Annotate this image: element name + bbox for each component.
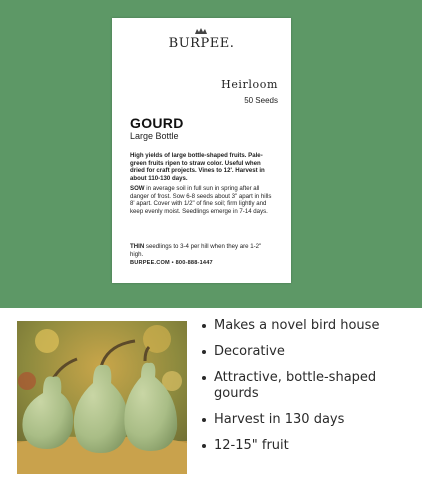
feature-list <box>200 318 415 464</box>
seed-count: 50 Seeds <box>244 96 278 105</box>
feature-text: Decorative <box>214 344 285 359</box>
thin-text: seedlings to 3-4 per hill when they are 1-2" high. <box>130 243 262 258</box>
feature-item <box>200 412 415 428</box>
product-description: High yields of large bottle-shaped fruits. Pale-green fruits ripen to straw color. Useful when dried for craft projects. Vines to 12'. Harvest in about 110-130 days. <box>130 152 265 182</box>
gourd-photo <box>17 321 187 474</box>
thin-label: THIN <box>130 243 145 250</box>
thin-instructions <box>130 243 276 258</box>
feature-item <box>200 370 415 402</box>
feature-text: Makes a novel bird house <box>214 318 380 333</box>
feature-item <box>200 438 415 454</box>
sow-label: SOW <box>130 185 145 192</box>
feature-item <box>200 344 415 360</box>
sow-text: in average soil in full sun in spring after all danger of frost. Sow 6-8 seeds about 3" apart in hills 8' apart. Cover with 1/2" of fine soil; firm lightly and keep evenly moist. Seedlings emerge in 7-14 days. <box>130 185 272 215</box>
packet-footer: BURPEE.COM • 800-888-1447 <box>130 260 213 266</box>
feature-text: 12-15" fruit <box>214 438 289 453</box>
bullet-icon <box>202 324 206 328</box>
brand-logo: BURPEE. <box>168 36 235 51</box>
feature-item <box>200 318 415 334</box>
bullet-icon <box>202 350 206 354</box>
brand-crest-icon <box>194 27 208 35</box>
bullet-icon <box>202 376 206 380</box>
feature-text: Attractive, bottle-shaped gourds <box>214 370 377 401</box>
product-subtitle: Large Bottle <box>130 131 179 141</box>
product-title: GOURD <box>130 115 184 131</box>
heirloom-label: Heirloom <box>221 78 278 91</box>
feature-text: Harvest in 130 days <box>214 412 345 427</box>
bullet-icon <box>202 444 206 448</box>
bullet-icon <box>202 418 206 422</box>
sow-instructions <box>130 185 276 215</box>
seed-packet <box>112 18 291 283</box>
